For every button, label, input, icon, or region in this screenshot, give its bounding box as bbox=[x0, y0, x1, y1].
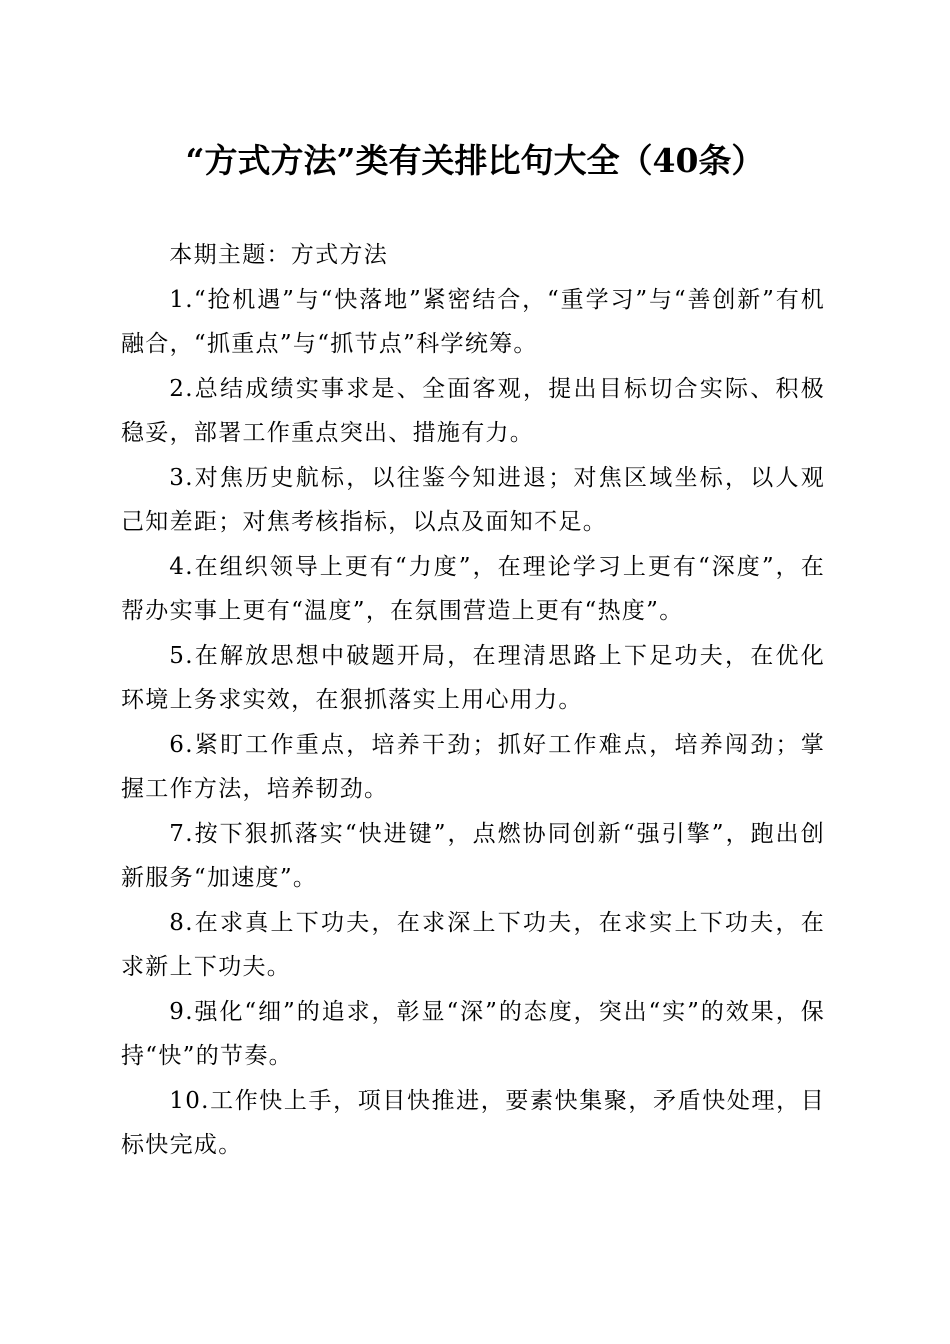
document-body bbox=[121, 233, 825, 1168]
list-item-5: 5.在解放思想中破题开局，在理清思路上下足功夫，在优化环境上务求实效，在狠抓落实上用心用力。 bbox=[121, 642, 825, 713]
theme-line: 本期主题：方式方法 bbox=[169, 242, 388, 268]
list-item-9: 9.强化“细”的追求，彰显“深”的态度，突出“实”的效果，保持“快”的节奏。 bbox=[121, 998, 825, 1069]
document-title: “方式方法”类有关排比句大全（40条） bbox=[185, 141, 765, 180]
list-item-3: 3.对焦历史航标，以往鉴今知进退；对焦区域坐标，以人观己知差距；对焦考核指标，以点及面知不足。 bbox=[121, 464, 825, 535]
list-item-8: 8.在求真上下功夫，在求深上下功夫，在求实上下功夫，在求新上下功夫。 bbox=[121, 909, 825, 980]
list-item-7: 7.按下狠抓落实“快进键”，点燃协同创新“强引擎”，跑出创新服务“加速度”。 bbox=[121, 820, 825, 891]
list-item-2: 2.总结成绩实事求是、全面客观，提出目标切合实际、积极稳妥，部署工作重点突出、措施有力。 bbox=[121, 375, 825, 446]
list-item-1: 1.“抢机遇”与“快落地”紧密结合，“重学习”与“善创新”有机融合，“抓重点”与“抓节点”科学统筹。 bbox=[121, 286, 825, 357]
list-item-6: 6.紧盯工作重点，培养干劲；抓好工作难点，培养闯劲；掌握工作方法，培养韧劲。 bbox=[121, 731, 825, 802]
list-item-10: 10.工作快上手，项目快推进，要素快集聚，矛盾快处理，目标快完成。 bbox=[121, 1087, 825, 1158]
list-item-4: 4.在组织领导上更有“力度”，在理论学习上更有“深度”，在帮办实事上更有“温度”，在氛围营造上更有“热度”。 bbox=[121, 553, 825, 624]
